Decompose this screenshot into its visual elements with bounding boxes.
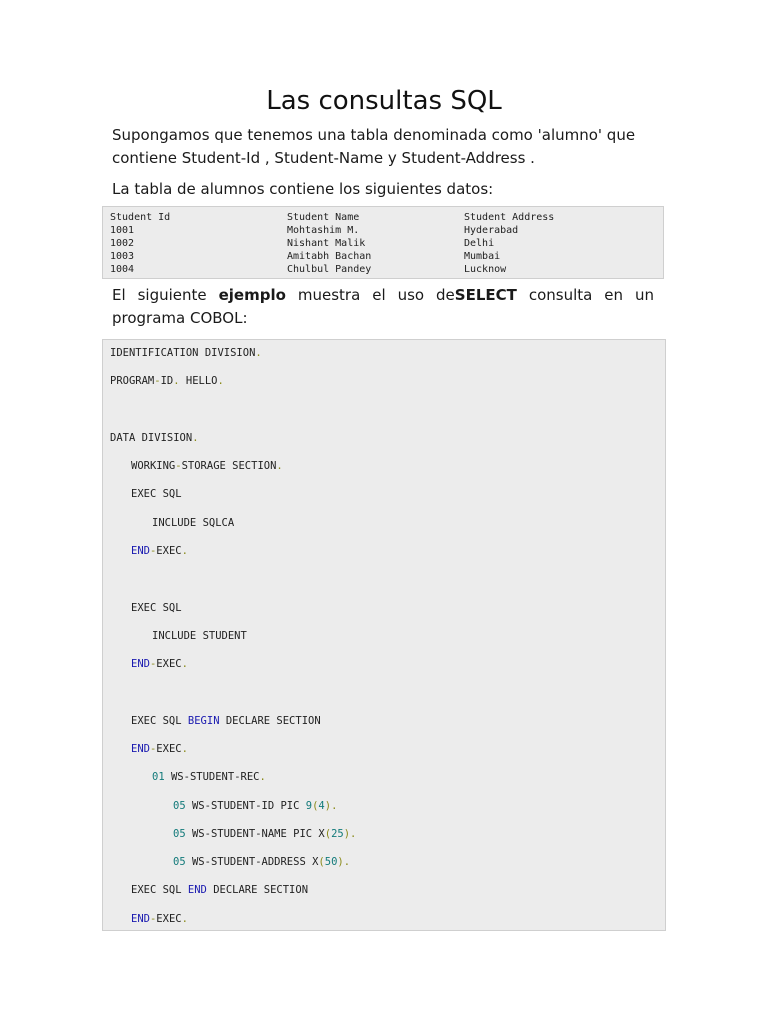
code-line: END-EXEC. xyxy=(131,545,188,557)
code-line: EXEC SQL xyxy=(131,488,182,500)
cell-address: Mumbai xyxy=(464,251,501,262)
code-line: 01 WS-STUDENT-REC. xyxy=(152,771,266,783)
intro-line-2: contiene Student-Id , Student-Name y Student-Address . xyxy=(112,149,535,167)
example-line-1 xyxy=(112,286,654,304)
page-title: Las consultas SQL xyxy=(266,86,502,116)
code-line: EXEC SQL xyxy=(131,602,182,614)
cell-address: Delhi xyxy=(464,238,495,249)
example-bold-ejemplo: ejemplo xyxy=(218,286,286,304)
code-line: PROGRAM-ID. HELLO. xyxy=(110,375,224,387)
cell-address: Hyderabad xyxy=(464,225,519,236)
table-row xyxy=(110,224,663,237)
code-line: IDENTIFICATION DIVISION. xyxy=(110,347,262,359)
cell-id: 1002 xyxy=(110,238,135,249)
example-text: El siguiente xyxy=(112,286,219,304)
code-line: 05 WS-STUDENT-NAME PIC X(25). xyxy=(173,828,357,840)
cell-address: Lucknow xyxy=(464,264,507,275)
header-student-name: Student Name xyxy=(287,212,360,223)
example-text: consulta en un xyxy=(516,286,654,304)
code-line: END-EXEC. xyxy=(131,743,188,755)
example-text: muestra el uso de xyxy=(285,286,455,304)
code-line: END-EXEC. xyxy=(131,913,188,925)
header-student-id: Student Id xyxy=(110,212,171,223)
table-header-row xyxy=(110,211,663,224)
code-line: 05 WS-STUDENT-ADDRESS X(50). xyxy=(173,856,351,868)
cell-name: Amitabh Bachan xyxy=(287,251,372,262)
cell-name: Mohtashim M. xyxy=(287,225,360,236)
example-paragraph xyxy=(112,284,654,330)
table-row xyxy=(110,237,663,250)
table-row xyxy=(110,263,663,276)
code-line: DATA DIVISION. xyxy=(110,432,199,444)
cell-name: Chulbul Pandey xyxy=(287,264,372,275)
cell-id: 1003 xyxy=(110,251,135,262)
cell-id: 1004 xyxy=(110,264,135,275)
table-row xyxy=(110,250,663,263)
header-student-address: Student Address xyxy=(464,212,555,223)
code-line: INCLUDE STUDENT xyxy=(152,630,247,642)
code-line: EXEC SQL BEGIN DECLARE SECTION xyxy=(131,715,321,727)
code-line: 05 WS-STUDENT-ID PIC 9(4). xyxy=(173,800,338,812)
code-line: WORKING-STORAGE SECTION. xyxy=(131,460,283,472)
cell-id: 1001 xyxy=(110,225,135,236)
code-line: INCLUDE SQLCA xyxy=(152,517,235,529)
intro-paragraph xyxy=(112,124,654,170)
example-line-2: programa COBOL: xyxy=(112,309,248,327)
table-intro: La tabla de alumnos contiene los siguientes datos: xyxy=(112,180,494,198)
code-line: END-EXEC. xyxy=(131,658,188,670)
code-line: EXEC SQL END DECLARE SECTION xyxy=(131,884,309,896)
intro-line-1: Supongamos que tenemos una tabla denominada como 'alumno' que xyxy=(112,126,636,144)
cobol-code-block xyxy=(102,339,666,931)
example-bold-select: SELECT xyxy=(454,286,517,304)
student-data-table xyxy=(102,206,664,279)
cell-name: Nishant Malik xyxy=(287,238,366,249)
